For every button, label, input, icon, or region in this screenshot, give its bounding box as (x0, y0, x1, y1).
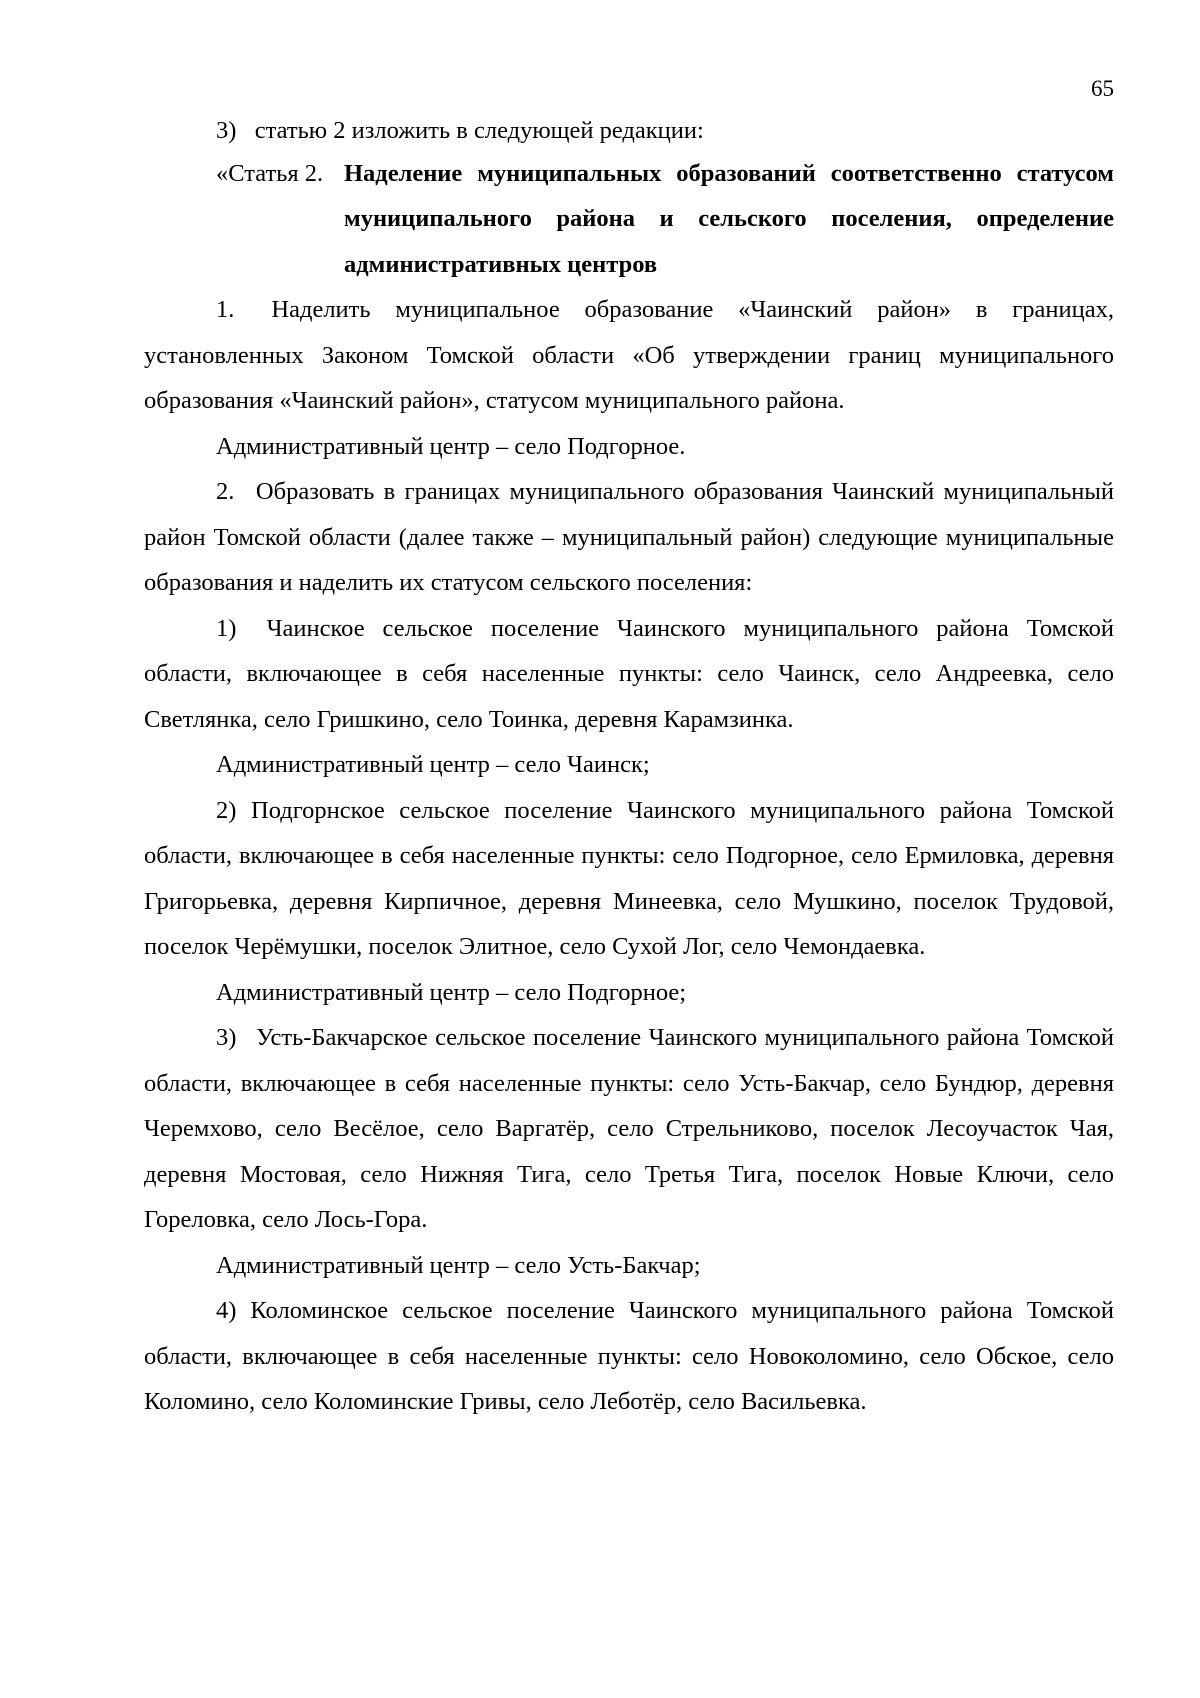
article-title: Наделение муниципальных образований соответственно статусом муниципального района и сельского поселения, определение административных центров (344, 159, 1114, 278)
admin-center-1: Административный центр – село Чаинск; (216, 751, 650, 778)
document-body (144, 108, 1114, 1425)
paragraph-1: 1. Наделить муниципальное образование «Чаинский район» в границах, установленных Законом Томской области «Об утверждении границ муниципального образования «Чаинский район», статусом муниципального района. (144, 296, 1114, 414)
paragraph-2: 2. Образовать в границах муниципального образования Чаинский муниципальный район Томской области (далее также – муниципальный район) следующие муниципальные образования и наделить их статусом сельского поселения: (144, 478, 1114, 596)
article-number: «Статья 2. (216, 159, 324, 187)
settlement-3: 3) Усть-Бакчарское сельское поселение Чаинского муниципального района Томской области, включающее в себя населенные пункты: село Усть-Бакчар, село Бундюр, деревня Черемхово, село Весёлое, село Варгатёр, село Стрельниково, поселок Лесоучасток Чая, деревня Мостовая, село Нижняя Тига, село Третья Тига, поселок Новые Ключи, село Гореловка, село Лось-Гора. (144, 1024, 1114, 1233)
settlement-2: 2) Подгорнское сельское поселение Чаинского муниципального района Томской области, включающее в себя населенные пункты: село Подгорное, село Ермиловка, деревня Григорьевка, деревня Кирпичное, деревня Минеевка, село Мушкино, поселок Трудовой, поселок Черёмушки, поселок Элитное, село Сухой Лог, село Чемондаевка. (144, 796, 1114, 960)
intro-line: 3) статью 2 изложить в следующей редакции: (216, 117, 704, 144)
admin-center-3: Административный центр – село Усть-Бакчар; (216, 1251, 701, 1279)
page-number: 65 (1091, 76, 1114, 101)
article-heading (144, 151, 1114, 288)
admin-center-2: Административный центр – село Подгорное; (216, 978, 687, 1006)
admin-center-district: Административный центр – село Подгорное. (216, 432, 686, 460)
settlement-1: 1) Чаинское сельское поселение Чаинского муниципального района Томской области, включающее в себя населенные пункты: село Чаинск, село Андреевка, село Светлянка, село Гришкино, село Тоинка, деревня Карамзинка. (144, 614, 1114, 733)
settlement-4: 4) Коломинское сельское поселение Чаинского муниципального района Томской области, включающее в себя населенные пункты: село Новоколомино, село Обское, село Коломино, село Коломинские Гривы, село Леботёр, село Васильевка. (144, 1297, 1114, 1415)
